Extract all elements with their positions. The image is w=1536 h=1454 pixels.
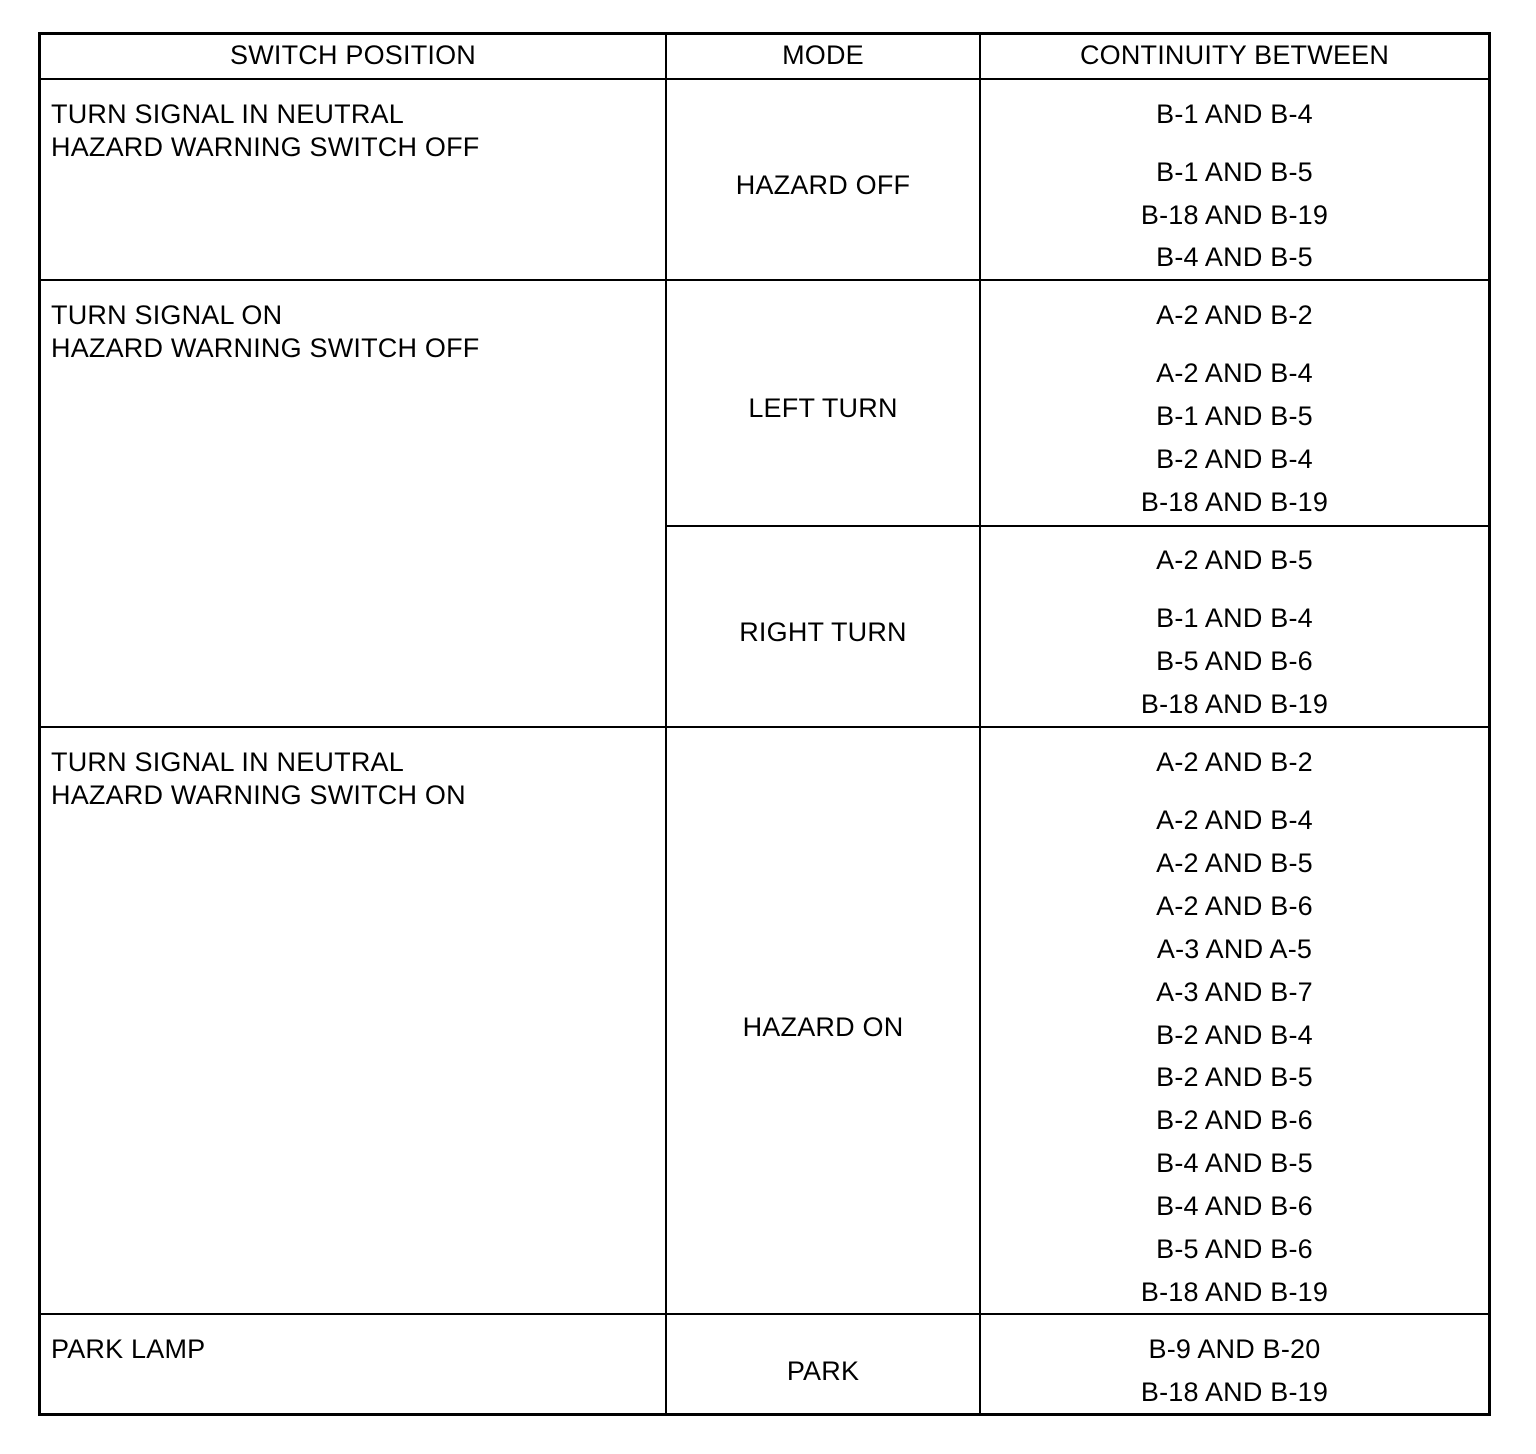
continuity-cell: B-18 AND B-19 [1140,1377,1329,1407]
continuity-cell: A-2 AND B-6 [1156,891,1313,921]
switch-position-cell: PARK LAMP [51,1334,206,1364]
continuity-cell: A-2 AND B-4 [1156,805,1313,835]
switch-position-cell: HAZARD WARNING SWITCH ON [51,780,466,810]
switch-position-cell: TURN SIGNAL ON [51,300,283,330]
continuity-cell: A-3 AND B-7 [1156,977,1313,1007]
row-divider [41,1313,1488,1315]
mode-cell: HAZARD ON [742,1012,904,1042]
continuity-cell: B-18 AND B-19 [1140,1277,1329,1307]
continuity-cell: A-2 AND B-4 [1156,358,1313,388]
row-divider [41,726,1488,728]
mode-cell: RIGHT TURN [739,617,907,647]
switch-position-cell: TURN SIGNAL IN NEUTRAL [51,99,404,129]
continuity-cell: B-4 AND B-5 [1156,242,1313,272]
continuity-cell: B-5 AND B-6 [1156,646,1313,676]
header-mode: MODE [782,40,864,70]
switch-position-cell: HAZARD WARNING SWITCH OFF [51,333,480,363]
continuity-table [38,32,1491,1416]
header-switch-position: SWITCH POSITION [230,40,476,70]
mode-cell: LEFT TURN [748,393,898,423]
continuity-cell: A-2 AND B-2 [1156,300,1313,330]
continuity-cell: A-3 AND A-5 [1156,934,1313,964]
row-divider [41,279,1488,281]
continuity-cell: B-2 AND B-6 [1156,1105,1313,1135]
column-divider-mode [665,35,667,1413]
header-divider [41,78,1488,80]
continuity-cell: B-9 AND B-20 [1148,1334,1321,1364]
continuity-cell: B-1 AND B-4 [1156,99,1313,129]
mode-cell: HAZARD OFF [735,170,911,200]
continuity-cell: B-18 AND B-19 [1140,200,1329,230]
continuity-cell: B-2 AND B-4 [1156,1020,1313,1050]
continuity-cell: B-4 AND B-5 [1156,1148,1313,1178]
continuity-cell: A-2 AND B-5 [1156,848,1313,878]
switch-position-cell: TURN SIGNAL IN NEUTRAL [51,747,404,777]
continuity-cell: B-2 AND B-4 [1156,444,1313,474]
continuity-cell: B-5 AND B-6 [1156,1234,1313,1264]
continuity-cell: B-1 AND B-5 [1156,401,1313,431]
continuity-cell: B-2 AND B-5 [1156,1062,1313,1092]
continuity-cell: B-18 AND B-19 [1140,487,1329,517]
header-continuity-between: CONTINUITY BETWEEN [1079,40,1390,70]
continuity-cell: B-1 AND B-5 [1156,157,1313,187]
continuity-cell: B-4 AND B-6 [1156,1191,1313,1221]
switch-position-cell: HAZARD WARNING SWITCH OFF [51,132,480,162]
continuity-cell: B-18 AND B-19 [1140,689,1329,719]
continuity-cell: A-2 AND B-2 [1156,747,1313,777]
row-divider [665,525,1488,527]
mode-cell: PARK [786,1356,860,1386]
continuity-cell: A-2 AND B-5 [1156,545,1313,575]
continuity-cell: B-1 AND B-4 [1156,603,1313,633]
